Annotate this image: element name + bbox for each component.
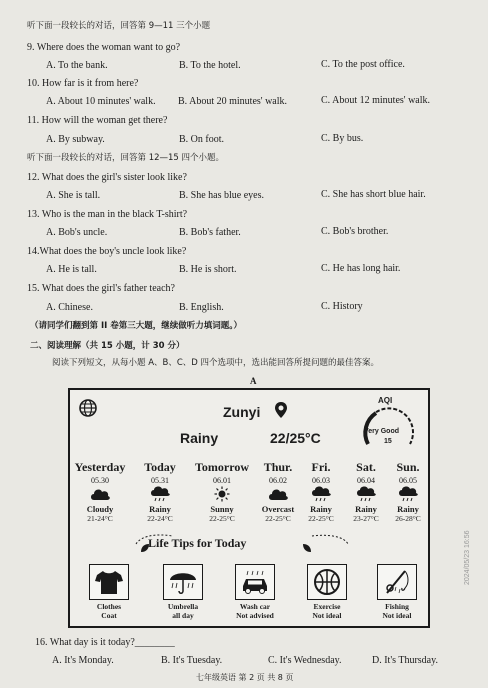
q15-option-a: A. Chinese. [46, 302, 93, 313]
day-date: 06.01 [213, 476, 231, 485]
question-15: 15. What does the girl's father teach? [27, 283, 175, 294]
question-12: 12. What does the girl's sister look like? [27, 172, 187, 183]
q13-option-c: C. Bob's brother. [321, 226, 389, 237]
passage-label: A [250, 376, 257, 386]
q9-option-b: B. To the hotel. [179, 60, 241, 71]
q13-option-a: A. Bob's uncle. [46, 227, 108, 238]
day-date: 06.03 [312, 476, 330, 485]
forecast-day-yesterday [70, 460, 130, 524]
question-13: 13. Who is the man in the black T-shirt? [27, 209, 188, 220]
current-temperature: 22/25°C [270, 430, 321, 446]
part-two-heading: 二、阅读理解（共 15 小题，计 30 分） [30, 341, 185, 351]
city-name: Zunyi [223, 404, 261, 420]
day-weather: Overcast [261, 504, 295, 514]
q16-option-a: A. It's Monday. [52, 655, 114, 666]
tip-clothes [76, 564, 142, 620]
car-icon [235, 564, 275, 600]
q9-option-a: A. To the bank. [46, 60, 108, 71]
question-11: 11. How will the woman get there? [27, 115, 168, 126]
day-name: Fri. [311, 460, 331, 474]
q11-option-a: A. By subway. [46, 134, 105, 145]
day-weather: Sunny [210, 504, 234, 514]
tip-wash-car [222, 564, 288, 620]
current-weather: Rainy [180, 430, 219, 446]
q9-option-c: C. To the post office. [321, 59, 405, 70]
forecast-day-today [132, 460, 188, 524]
q10-option-a: A. About 10 minutes' walk. [46, 96, 156, 107]
aqi-value: 15 [384, 438, 392, 445]
forecast-day-sunday [386, 460, 430, 524]
day-temperature: 22-25°C [209, 514, 235, 523]
q13-option-b: B. Bob's father. [179, 227, 241, 238]
tip-fishing [364, 564, 430, 620]
day-name: Sat. [356, 460, 376, 474]
location-pin-icon [274, 401, 288, 424]
q14-option-b: B. He is short. [179, 264, 237, 275]
aqi-label: AQI [378, 396, 393, 405]
question-10: 10. How far is it from here? [27, 78, 139, 89]
aqi-gauge [356, 396, 422, 456]
globe-icon [78, 398, 98, 423]
q10-option-c: C. About 12 minutes' walk. [321, 95, 431, 106]
rain-icon [386, 486, 430, 502]
q12-option-c: C. She has short blue hair. [321, 189, 426, 200]
tip-label: Fishing [385, 602, 409, 611]
day-temperature: 23-27°C [353, 514, 379, 523]
tip-value: all day [172, 611, 194, 620]
section-header-12-15: 听下面一段较长的对话，回答第 12—15 四个小题。 [27, 153, 225, 163]
tip-label: Clothes [96, 602, 122, 611]
forecast-day-saturday [342, 460, 390, 524]
day-temperature: 22-25°C [265, 514, 291, 523]
q10-option-b: B. About 20 minutes' walk. [178, 96, 288, 107]
q14-option-a: A. He is tall. [46, 264, 97, 275]
listening-note: （请同学们翻到第 II 卷第三大题，继续做听力填词题。） [30, 321, 242, 331]
day-name: Thur. [263, 460, 293, 474]
tip-value: Not ideal [382, 611, 412, 620]
tip-value: Coat [101, 611, 117, 620]
q15-option-b: B. English. [179, 302, 224, 313]
question-14: 14.What does the boy's uncle look like? [27, 246, 187, 257]
day-weather: Rainy [397, 504, 419, 514]
day-name: Sun. [396, 460, 420, 474]
day-date: 06.05 [399, 476, 417, 485]
weather-card [68, 388, 430, 628]
q11-option-c: C. By bus. [321, 133, 364, 144]
q12-option-b: B. She has blue eyes. [179, 190, 264, 201]
question-9: 9. Where does the woman want to go? [27, 42, 181, 53]
day-name: Today [144, 460, 176, 474]
tip-value: Not advised [236, 611, 274, 620]
day-temperature: 22-24°C [147, 514, 173, 523]
rain-icon [342, 486, 390, 502]
q15-option-c: C. History [321, 301, 363, 312]
rain-icon [295, 486, 347, 502]
tip-value: Not ideal [312, 611, 342, 620]
tips-banner-dashes-icon [132, 532, 352, 556]
forecast-day-friday [295, 460, 347, 524]
q14-option-c: C. He has long hair. [321, 263, 401, 274]
rain-icon [132, 486, 188, 502]
day-date: 05.30 [91, 476, 109, 485]
day-weather: Rainy [355, 504, 377, 514]
day-date: 06.04 [357, 476, 375, 485]
day-temperature: 22-25°C [308, 514, 334, 523]
q16-option-d: D. It's Thursday. [372, 655, 438, 666]
reading-instruction: 阅读下列短文，从每小题 A、B、C、D 四个选项中，选出能回答所提问题的最佳答案。 [52, 358, 380, 368]
day-weather: Rainy [310, 504, 332, 514]
tip-label: Umbrella [167, 602, 199, 611]
day-temperature: 26-28°C [395, 514, 421, 523]
day-name: Yesterday [74, 460, 126, 474]
page-footer: 七年级英语 第 2 页 共 8 页 [196, 673, 294, 682]
day-date: 05.31 [151, 476, 169, 485]
tip-exercise [294, 564, 360, 620]
q11-option-b: B. On foot. [179, 134, 224, 145]
cloud-icon [70, 486, 130, 502]
aqi-text: Very Good [364, 428, 400, 435]
day-date: 06.02 [269, 476, 287, 485]
ball-icon [307, 564, 347, 600]
aqi-ring-icon [356, 396, 422, 456]
tip-umbrella [150, 564, 216, 620]
day-name: Tomorrow [195, 460, 249, 474]
fishing-icon [377, 564, 417, 600]
day-weather: Rainy [149, 504, 171, 514]
tip-label: Exercise [313, 602, 341, 611]
day-temperature: 21-24°C [87, 514, 113, 523]
tshirt-icon [89, 564, 129, 600]
day-weather: Cloudy [86, 504, 114, 514]
q16-option-c: C. It's Wednesday. [268, 655, 342, 666]
photo-timestamp: 2024/05/23 16:56 [464, 530, 471, 585]
question-16: 16. What day is it today?________ [35, 637, 175, 648]
section-header-9-11: 听下面一段较长的对话，回答第 9—11 三个小题 [27, 21, 211, 31]
life-tips-title: Life Tips for Today [148, 536, 247, 550]
q12-option-a: A. She is tall. [46, 190, 101, 201]
tip-label: Wash car [239, 602, 271, 611]
umbrella-icon [163, 564, 203, 600]
q16-option-b: B. It's Tuesday. [161, 655, 223, 666]
